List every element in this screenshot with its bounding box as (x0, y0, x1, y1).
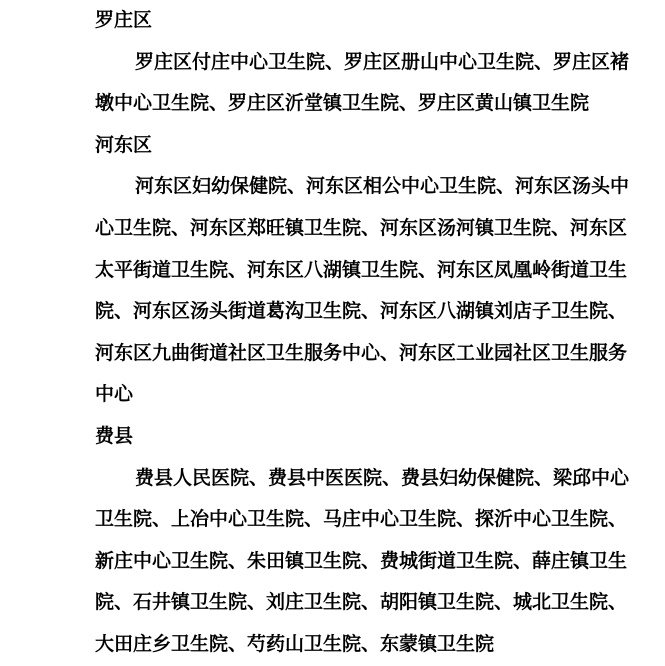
text-line: 新庄中心卫生院、朱田镇卫生院、费城街道卫生院、薛庄镇卫生 (95, 549, 628, 572)
text-line: 心卫生院、河东区郑旺镇卫生院、河东区汤河镇卫生院、河东区 (95, 216, 628, 239)
text-line: 墩中心卫生院、罗庄区沂堂镇卫生院、罗庄区黄山镇卫生院 (95, 92, 590, 115)
text-line: 中心 (95, 383, 134, 406)
text-line: 河东区九曲街道社区卫生服务中心、河东区工业园社区卫生服务 (95, 341, 628, 364)
document-body (55, 0, 630, 666)
district-heading-feixian: 费县 (95, 424, 134, 447)
text-line: 费县人民医院、费县中医医院、费县妇幼保健院、梁邱中心 (135, 466, 630, 489)
district-heading-luozhuang: 罗庄区 (95, 9, 153, 31)
text-line: 院、河东区汤头街道葛沟卫生院、河东区八湖镇刘店子卫生院、 (95, 300, 628, 323)
hospital-list-feixian (55, 458, 630, 666)
hospital-list-luozhuang (55, 42, 630, 125)
text-line: 河东区妇幼保健院、河东区相公中心卫生院、河东区汤头中 (135, 175, 630, 198)
text-line: 太平街道卫生院、河东区八湖镇卫生院、河东区凤凰岭街道卫生 (95, 258, 628, 281)
text-line: 罗庄区付庄中心卫生院、罗庄区册山中心卫生院、罗庄区褚 (135, 50, 630, 73)
text-line: 卫生院、上冶中心卫生院、马庄中心卫生院、探沂中心卫生院、 (95, 508, 628, 531)
hospital-list-hedong (55, 166, 630, 416)
text-line: 院、石井镇卫生院、刘庄卫生院、胡阳镇卫生院、城北卫生院、 (95, 591, 628, 614)
text-line: 大田庄乡卫生院、芍药山卫生院、东蒙镇卫生院 (95, 632, 495, 655)
district-heading-hedong: 河东区 (95, 133, 153, 156)
